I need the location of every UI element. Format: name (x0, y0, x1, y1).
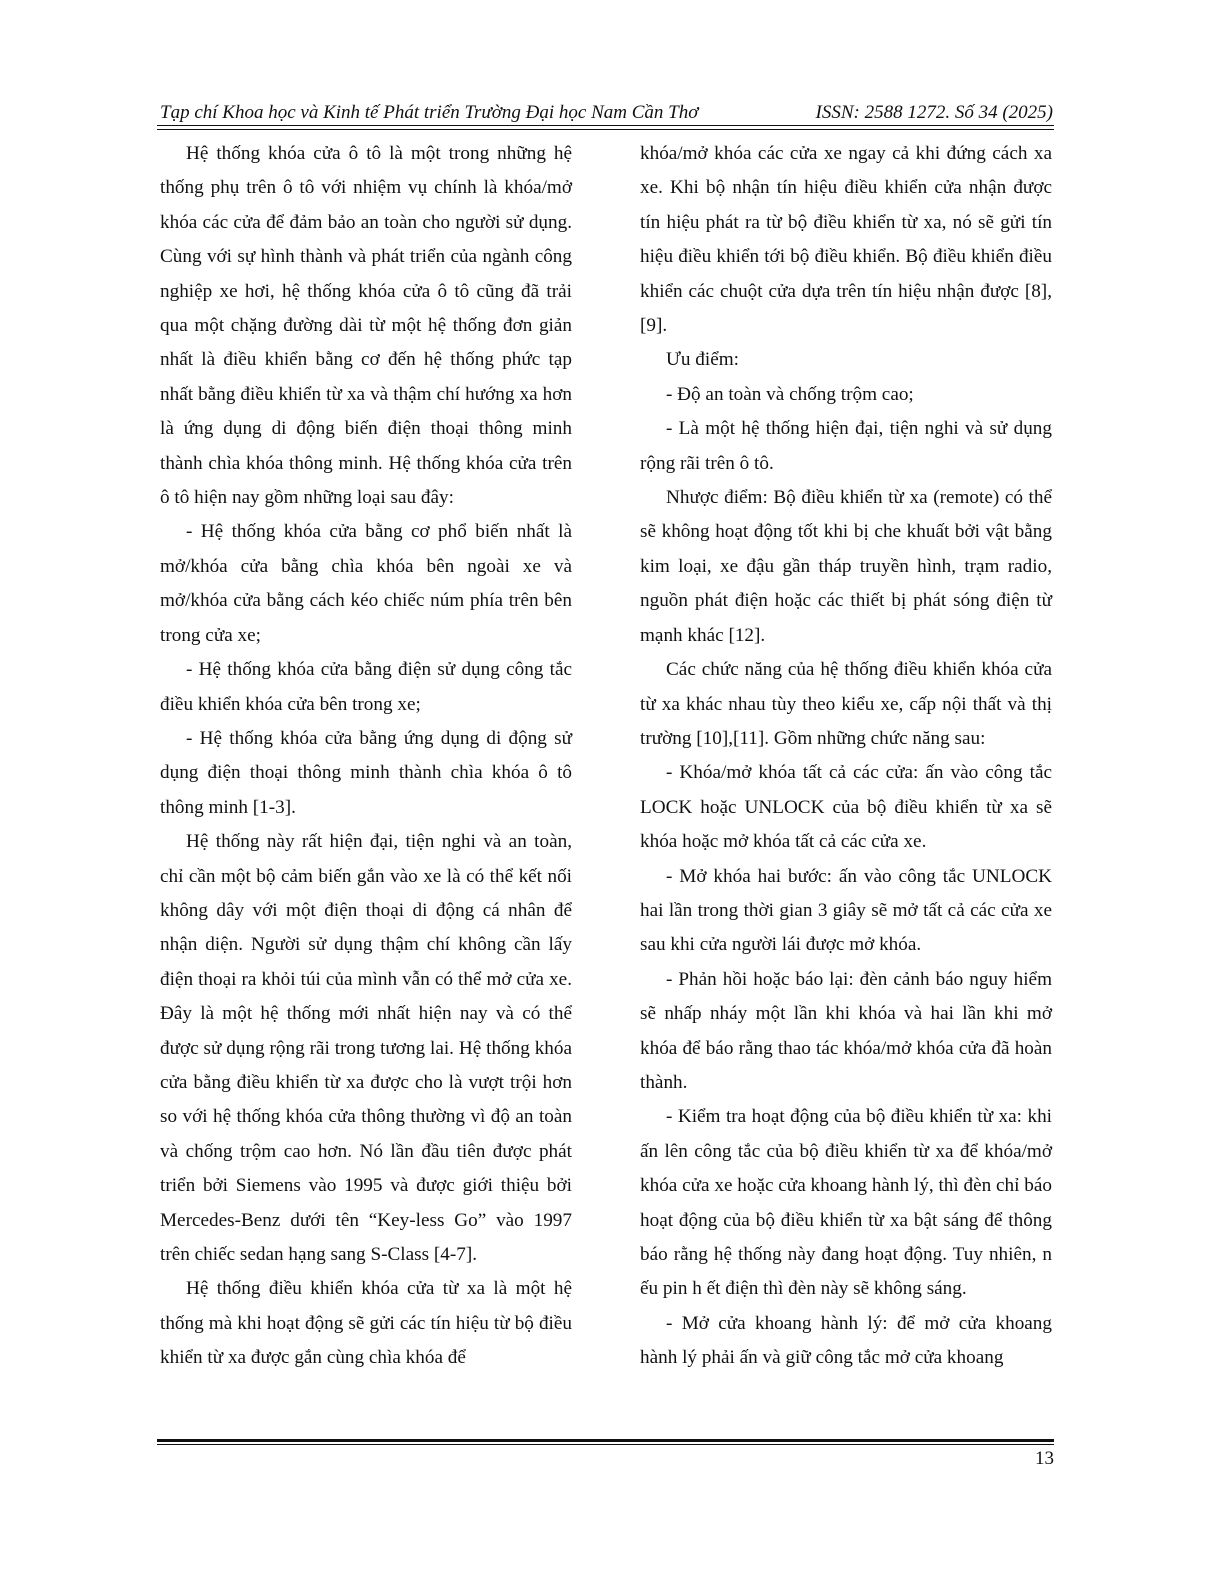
paragraph: - Khóa/mở khóa tất cả các cửa: ấn vào công tắc LOCK hoặc UNLOCK của bộ điều khiển từ xa sẽ khóa hoặc mở khóa tất cả các cửa xe. (640, 762, 1052, 853)
paragraph: - Phản hồi hoặc báo lại: đèn cảnh báo nguy hiểm sẽ nhấp nháy một lần khi khóa và hai lần khi mở khóa để báo rằng thao tác khóa/mở khóa cửa đã hoàn thành. (640, 968, 1052, 1093)
paragraph: Nhược điểm: Bộ điều khiển từ xa (remote) có thể sẽ không hoạt động tốt khi bị che khuất bởi vật bằng kim loại, xe đậu gần tháp truyền hình, trạm radio, nguồn phát điện hoặc các thiết bị phát sóng điện từ mạnh khác [12]. (640, 487, 1052, 646)
paragraph: - Là một hệ thống hiện đại, tiện nghi và sử dụng rộng rãi trên ô tô. (640, 418, 1052, 474)
left-column (160, 137, 572, 1376)
paragraph: - Mở khóa hai bước: ấn vào công tắc UNLOCK hai lần trong thời gian 3 giây sẽ mở tất cả các cửa xe sau khi cửa người lái được mở khóa. (640, 865, 1052, 956)
issn-issue: ISSN: 2588 1272. Số 34 (2025) (815, 102, 1053, 123)
paragraph: - Kiểm tra hoạt động của bộ điều khiển từ xa: khi ấn lên công tắc của bộ điều khiển từ xa để khóa/mở khóa cửa xe hoặc cửa khoang hành lý, thì đèn chỉ báo hoạt động của bộ điều khiển từ xa bật sáng để thông báo rằng hệ thống này đang hoạt động. Tuy nhiên, n ếu pin h ết điện thì đèn này sẽ không sáng. (640, 1106, 1052, 1300)
paragraph: Hệ thống khóa cửa ô tô là một trong những hệ thống phụ trên ô tô với nhiệm vụ chính là khóa/mở khóa các cửa để đảm bảo an toàn cho người sử dụng. Cùng với sự hình thành và phát triển của ngành công nghiệp xe hơi, hệ thống khóa cửa ô tô cũng đã trải qua một chặng đường dài từ một hệ thống đơn giản nhất là điều khiển bằng cơ đến hệ thống phức tạp nhất bằng điều khiển từ xa và thậm chí hướng xa hơn là ứng dụng di động biến điện thoại thông minh thành chìa khóa thông minh. Hệ thống khóa cửa trên ô tô hiện nay gồm những loại sau đây: (160, 143, 572, 509)
footer-rule (157, 1439, 1054, 1445)
paragraph: - Hệ thống khóa cửa bằng ứng dụng di động sử dụng điện thoại thông minh thành chìa khóa ô tô thông minh [1-3]. (160, 727, 572, 818)
paragraph: - Mở cửa khoang hành lý: để mở cửa khoang hành lý phải ấn và giữ công tắc mở cửa khoang (640, 1312, 1052, 1369)
paragraph: Hệ thống này rất hiện đại, tiện nghi và an toàn, chỉ cần một bộ cảm biến gắn vào xe là có thể kết nối không dây với một điện thoại di động cá nhân để nhận diện. Người sử dụng thậm chí không cần lấy điện thoại ra khỏi túi của mình vẫn có thể mở cửa xe. Đây là một hệ thống mới nhất hiện nay và có thể được sử dụng rộng rãi trong tương lai. Hệ thống khóa cửa bằng điều khiển từ xa được cho là vượt trội hơn so với hệ thống khóa cửa thông thường vì độ an toàn và chống trộm cao hơn. Nó lần đầu tiên được phát triển bởi Siemens vào 1995 và được giới thiệu bởi Mercedes-Benz dưới tên “Key-less Go” vào 1997 trên chiếc sedan hạng sang S-Class [4-7]. (160, 831, 572, 1265)
paragraph: - Độ an toàn và chống trộm cao; (666, 383, 914, 405)
running-header (160, 100, 1053, 126)
paragraph: Ưu điểm: (666, 349, 739, 371)
header-rule (157, 125, 1054, 130)
paragraph-continuation: khóa/mở khóa các cửa xe ngay cả khi đứng cách xa xe. Khi bộ nhận tín hiệu điều khiển cửa nhận được tín hiệu phát ra từ bộ điều khiển từ xa, nó sẽ gửi tín hiệu điều khiển tới bộ điều khiển. Bộ điều khiển điều khiển các chuột cửa dựa trên tín hiệu nhận được [8],[9]. (640, 143, 1052, 337)
right-column (640, 137, 1052, 1376)
page-number: 13 (1035, 1448, 1054, 1469)
paragraph: Hệ thống điều khiển khóa cửa từ xa là một hệ thống mà khi hoạt động sẽ gửi các tín hiệu từ bộ điều khiển từ xa được gắn cùng chìa khóa để (160, 1278, 572, 1369)
paragraph: Các chức năng của hệ thống điều khiển khóa cửa từ xa khác nhau tùy theo kiểu xe, cấp nội thất và thị trường [10],[11]. Gồm những chức năng sau: (640, 659, 1052, 749)
paragraph: - Hệ thống khóa cửa bằng cơ phổ biến nhất là mở/khóa cửa bằng chìa khóa bên ngoài xe và mở/khóa cửa bằng cách kéo chiếc núm phía trên bên trong cửa xe; (160, 521, 572, 646)
paragraph: - Hệ thống khóa cửa bằng điện sử dụng công tắc điều khiển khóa cửa bên trong xe; (160, 659, 572, 715)
journal-title: Tạp chí Khoa học và Kinh tế Phát triển Trường Đại học Nam Cần Thơ (160, 102, 699, 123)
